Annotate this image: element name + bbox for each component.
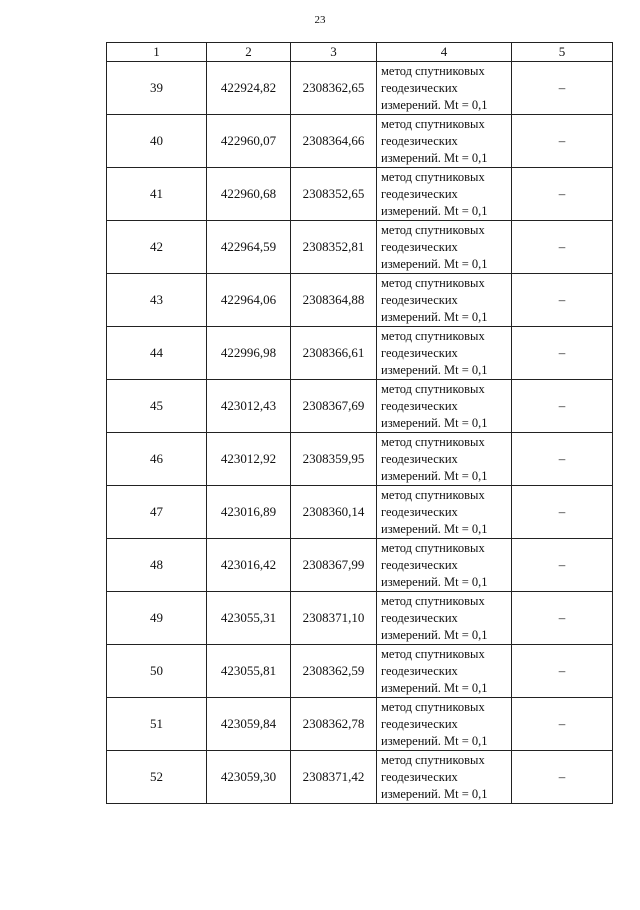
y-coordinate-cell: 2308352,81 — [291, 221, 377, 274]
point-number-cell: 46 — [107, 433, 207, 486]
method-line: измерений. Mt = 0,1 — [381, 574, 488, 589]
y-coordinate-cell: 2308367,99 — [291, 539, 377, 592]
method-line: геодезических — [381, 504, 458, 519]
table-row — [107, 433, 613, 486]
method-line: измерений. Mt = 0,1 — [381, 521, 488, 536]
table-row — [107, 698, 613, 751]
method-line: метод спутниковых — [381, 328, 485, 343]
note-cell: – — [512, 168, 613, 221]
method-line: геодезических — [381, 663, 458, 678]
method-line: геодезических — [381, 292, 458, 307]
x-coordinate-cell: 422996,98 — [207, 327, 291, 380]
method-line: измерений. Mt = 0,1 — [381, 256, 488, 271]
note-cell: – — [512, 115, 613, 168]
point-number-cell: 48 — [107, 539, 207, 592]
x-coordinate-cell: 423012,43 — [207, 380, 291, 433]
note-cell: – — [512, 380, 613, 433]
method-line: метод спутниковых — [381, 169, 485, 184]
method-line: измерений. Mt = 0,1 — [381, 97, 488, 112]
table-row — [107, 274, 613, 327]
header-col-4: 4 — [377, 43, 512, 62]
method-line: геодезических — [381, 716, 458, 731]
note-cell: – — [512, 539, 613, 592]
method-cell — [377, 698, 512, 751]
note-cell: – — [512, 698, 613, 751]
header-col-5: 5 — [512, 43, 613, 62]
point-number-cell: 51 — [107, 698, 207, 751]
y-coordinate-cell: 2308352,65 — [291, 168, 377, 221]
y-coordinate-cell: 2308362,78 — [291, 698, 377, 751]
note-cell: – — [512, 433, 613, 486]
x-coordinate-cell: 423055,81 — [207, 645, 291, 698]
note-cell: – — [512, 751, 613, 804]
method-line: метод спутниковых — [381, 275, 485, 290]
point-number-cell: 45 — [107, 380, 207, 433]
method-cell — [377, 221, 512, 274]
x-coordinate-cell: 422964,06 — [207, 274, 291, 327]
method-line: метод спутниковых — [381, 434, 485, 449]
method-cell — [377, 327, 512, 380]
table-row — [107, 115, 613, 168]
method-cell — [377, 539, 512, 592]
point-number-cell: 40 — [107, 115, 207, 168]
method-cell — [377, 115, 512, 168]
y-coordinate-cell: 2308364,66 — [291, 115, 377, 168]
table-row — [107, 751, 613, 804]
y-coordinate-cell: 2308362,59 — [291, 645, 377, 698]
method-line: измерений. Mt = 0,1 — [381, 468, 488, 483]
point-number-cell: 39 — [107, 62, 207, 115]
note-cell: – — [512, 486, 613, 539]
y-coordinate-cell: 2308366,61 — [291, 327, 377, 380]
point-number-cell: 52 — [107, 751, 207, 804]
x-coordinate-cell: 423012,92 — [207, 433, 291, 486]
method-cell — [377, 168, 512, 221]
note-cell: – — [512, 274, 613, 327]
method-cell — [377, 486, 512, 539]
page-number: 23 — [314, 14, 326, 26]
method-line: метод спутниковых — [381, 699, 485, 714]
table-body — [107, 62, 613, 804]
table-row — [107, 486, 613, 539]
table-row — [107, 380, 613, 433]
table-row — [107, 62, 613, 115]
y-coordinate-cell: 2308364,88 — [291, 274, 377, 327]
header-row — [107, 43, 613, 62]
x-coordinate-cell: 422924,82 — [207, 62, 291, 115]
x-coordinate-cell: 423016,89 — [207, 486, 291, 539]
method-cell — [377, 433, 512, 486]
method-line: метод спутниковых — [381, 381, 485, 396]
note-cell: – — [512, 592, 613, 645]
coordinates-table — [106, 42, 613, 804]
method-line: метод спутниковых — [381, 116, 485, 131]
method-line: измерений. Mt = 0,1 — [381, 150, 488, 165]
method-line: метод спутниковых — [381, 63, 485, 78]
table-row — [107, 539, 613, 592]
y-coordinate-cell: 2308371,42 — [291, 751, 377, 804]
point-number-cell: 49 — [107, 592, 207, 645]
method-line: измерений. Mt = 0,1 — [381, 786, 488, 801]
method-line: метод спутниковых — [381, 752, 485, 767]
method-line: метод спутниковых — [381, 540, 485, 555]
note-cell: – — [512, 221, 613, 274]
method-line: метод спутниковых — [381, 646, 485, 661]
method-line: геодезических — [381, 557, 458, 572]
note-cell: – — [512, 645, 613, 698]
header-col-2: 2 — [207, 43, 291, 62]
note-cell: – — [512, 327, 613, 380]
method-line: измерений. Mt = 0,1 — [381, 733, 488, 748]
point-number-cell: 50 — [107, 645, 207, 698]
method-line: измерений. Mt = 0,1 — [381, 362, 488, 377]
x-coordinate-cell: 422960,68 — [207, 168, 291, 221]
method-line: геодезических — [381, 80, 458, 95]
method-line: метод спутниковых — [381, 222, 485, 237]
x-coordinate-cell: 422964,59 — [207, 221, 291, 274]
method-cell — [377, 645, 512, 698]
method-line: геодезических — [381, 186, 458, 201]
table-row — [107, 168, 613, 221]
method-cell — [377, 592, 512, 645]
method-line: геодезических — [381, 398, 458, 413]
method-line: геодезических — [381, 345, 458, 360]
table-row — [107, 327, 613, 380]
header-col-3: 3 — [291, 43, 377, 62]
method-line: измерений. Mt = 0,1 — [381, 627, 488, 642]
method-line: геодезических — [381, 451, 458, 466]
x-coordinate-cell: 423059,84 — [207, 698, 291, 751]
method-line: метод спутниковых — [381, 593, 485, 608]
method-cell — [377, 380, 512, 433]
method-line: измерений. Mt = 0,1 — [381, 309, 488, 324]
table-header — [107, 43, 613, 62]
table-row — [107, 221, 613, 274]
point-number-cell: 44 — [107, 327, 207, 380]
method-cell — [377, 751, 512, 804]
y-coordinate-cell: 2308367,69 — [291, 380, 377, 433]
x-coordinate-cell: 422960,07 — [207, 115, 291, 168]
table-row — [107, 592, 613, 645]
y-coordinate-cell: 2308371,10 — [291, 592, 377, 645]
y-coordinate-cell: 2308360,14 — [291, 486, 377, 539]
method-line: метод спутниковых — [381, 487, 485, 502]
method-line: измерений. Mt = 0,1 — [381, 203, 488, 218]
x-coordinate-cell: 423059,30 — [207, 751, 291, 804]
note-cell: – — [512, 62, 613, 115]
method-cell — [377, 62, 512, 115]
point-number-cell: 47 — [107, 486, 207, 539]
method-line: геодезических — [381, 133, 458, 148]
method-cell — [377, 274, 512, 327]
y-coordinate-cell: 2308359,95 — [291, 433, 377, 486]
point-number-cell: 42 — [107, 221, 207, 274]
method-line: геодезических — [381, 610, 458, 625]
header-col-1: 1 — [107, 43, 207, 62]
method-line: геодезических — [381, 769, 458, 784]
method-line: геодезических — [381, 239, 458, 254]
point-number-cell: 41 — [107, 168, 207, 221]
point-number-cell: 43 — [107, 274, 207, 327]
table-row — [107, 645, 613, 698]
y-coordinate-cell: 2308362,65 — [291, 62, 377, 115]
method-line: измерений. Mt = 0,1 — [381, 415, 488, 430]
x-coordinate-cell: 423055,31 — [207, 592, 291, 645]
method-line: измерений. Mt = 0,1 — [381, 680, 488, 695]
x-coordinate-cell: 423016,42 — [207, 539, 291, 592]
